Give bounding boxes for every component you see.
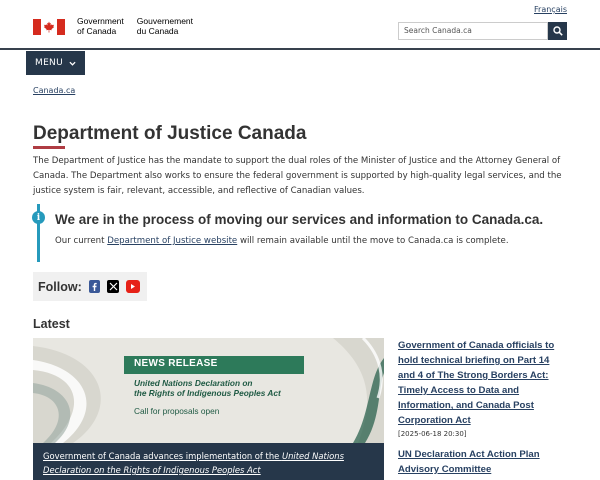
wordmark-en-line1: Government [77, 16, 124, 26]
news-release-subtitle [134, 378, 281, 398]
alert-body-text-end: will remain available until the move to Canada.ca is complete. [237, 236, 509, 246]
alert-body-text: Our current [55, 236, 108, 246]
alert-heading: We are in the process of moving our services and information to Canada.ca. [55, 212, 544, 227]
info-alert [37, 204, 567, 262]
feature-caption-link[interactable] [33, 443, 384, 480]
feature-caption-text: Government of Canada advances implementation of the [43, 451, 282, 461]
wordmark-english [77, 17, 124, 36]
facebook-icon[interactable] [89, 280, 101, 293]
search-icon [553, 26, 563, 36]
language-toggle-link[interactable]: Français [534, 5, 567, 14]
menu-label: MENU [35, 58, 63, 68]
justice-website-link[interactable]: Department of Justice website [107, 236, 238, 246]
feature-caption-italic: United Nations Declaration on the Rights of Indigenous Peoples Act [43, 451, 344, 475]
news-list [398, 338, 568, 477]
site-header [0, 0, 600, 50]
intro-paragraph: The Department of Justice has the mandate to support the dual roles of the Minister of Justice and the Attorney General of Canada. The Department also works to ensure the federal government is supported by high-quality legal services, and the justice system is fair, relevant, accessible, and reflective of Canadian values. [33, 156, 562, 196]
title-underline [33, 146, 65, 149]
info-icon: i [32, 211, 45, 224]
youtube-icon[interactable] [126, 280, 140, 293]
menu-button[interactable] [26, 51, 85, 75]
wordmark-en-line2: of Canada [77, 25, 117, 36]
wordmark-french [137, 17, 193, 36]
government-wordmark[interactable] [33, 17, 193, 36]
wordmark-fr-line2: du Canada [136, 25, 179, 36]
follow-bar [33, 272, 147, 301]
search-input[interactable]: Search Canada.ca [398, 22, 548, 40]
search-button[interactable] [548, 22, 567, 40]
news-release-subtitle-line2: the Rights of Indigenous Peoples Act [134, 388, 281, 398]
news-item-link[interactable]: Government of Canada officials to hold technical briefing on Part 14 and 4 of The Strong Borders Act: Timely Access to Data and Information, and Canada Post Corporation Act [398, 340, 555, 426]
news-release-subtitle-line1: United Nations Declaration on [134, 378, 253, 388]
call-for-proposals-text: Call for proposals open [134, 406, 220, 416]
latest-heading: Latest [33, 317, 70, 331]
news-item-date: [2025-06-18 20:30] [398, 430, 467, 438]
follow-label: Follow: [38, 279, 82, 294]
page-title: Department of Justice Canada [33, 123, 307, 144]
news-item-link[interactable]: UN Declaration Act Action Plan Advisory Committee [398, 449, 540, 475]
news-release-title: NEWS RELEASE [134, 358, 218, 369]
alert-body [55, 236, 509, 246]
breadcrumb-home-link[interactable]: Canada.ca [33, 86, 76, 95]
feature-news-card[interactable] [33, 338, 384, 480]
wordmark-fr-line1: Gouvernement [136, 16, 194, 26]
chevron-down-icon [69, 60, 76, 67]
canada-flag-icon [33, 19, 65, 35]
x-twitter-icon[interactable] [107, 280, 119, 293]
